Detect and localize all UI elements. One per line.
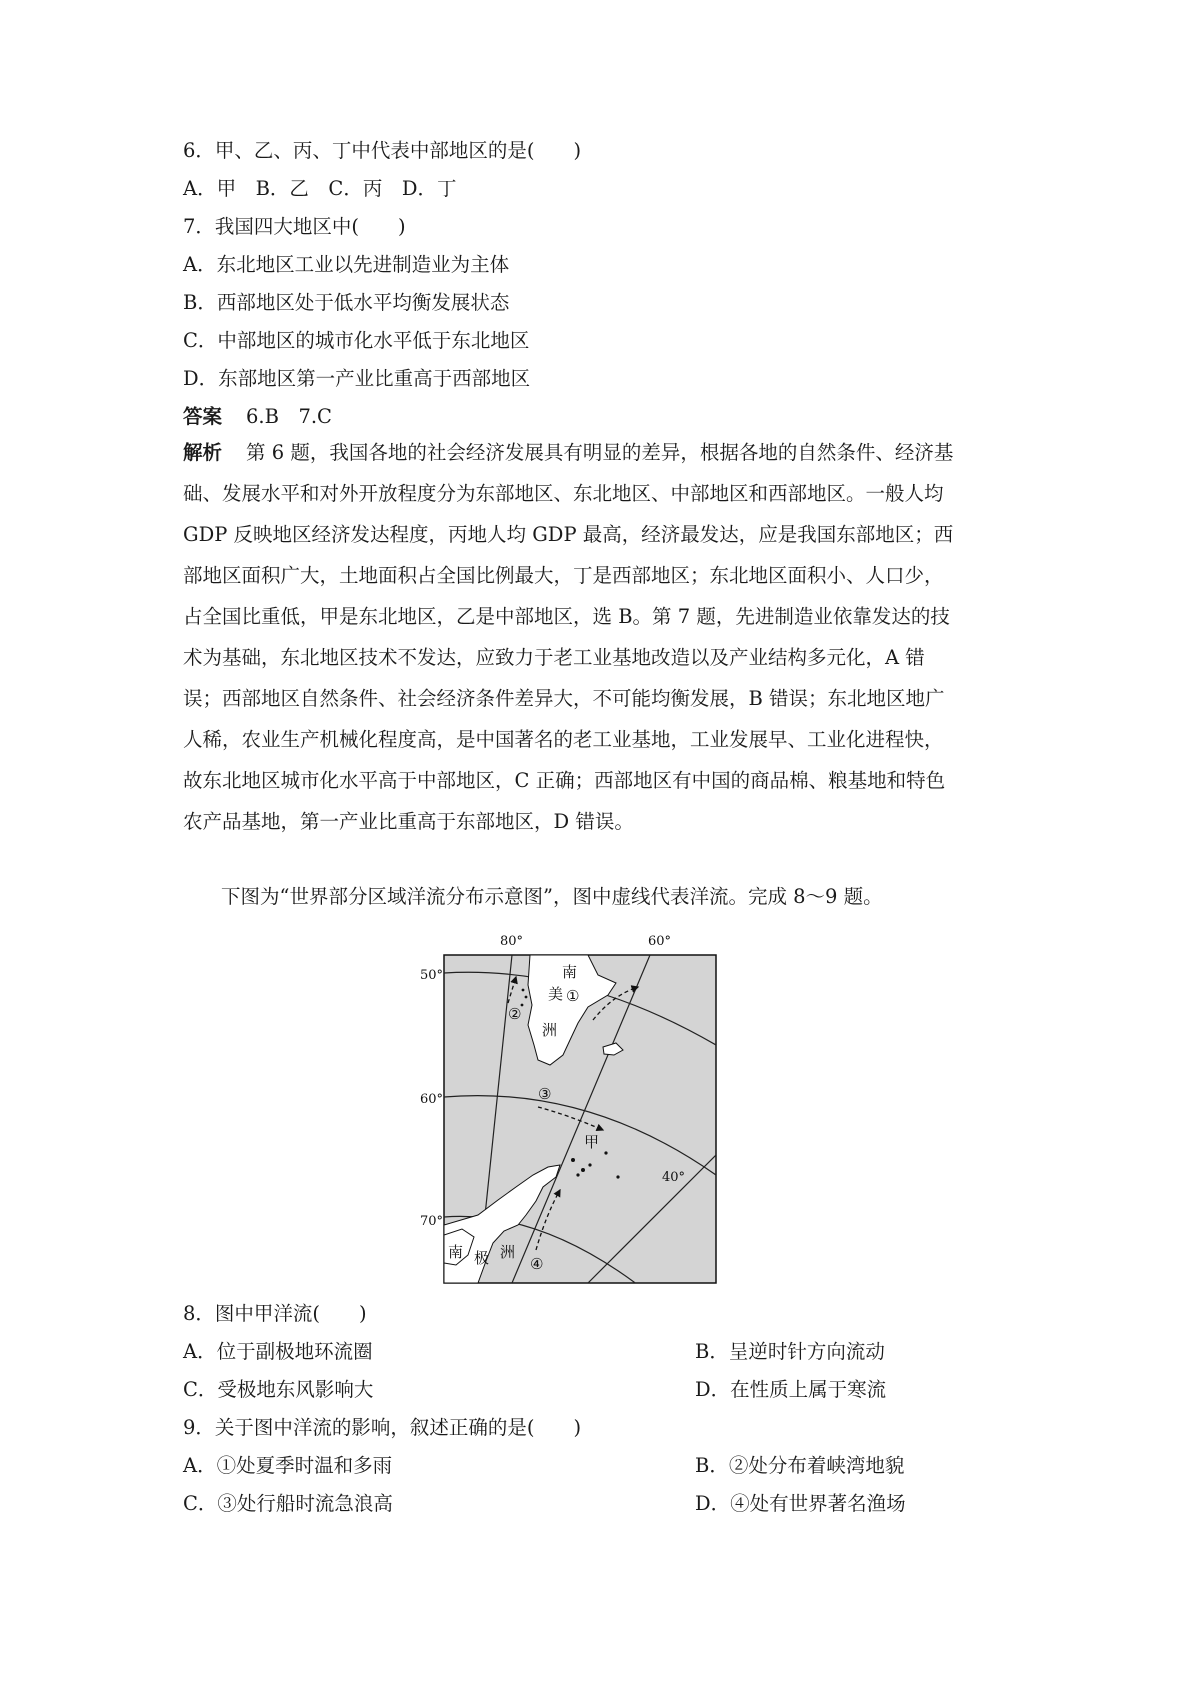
q6-options: A．甲 B．乙 C．丙 D．丁	[183, 177, 457, 200]
marker-1-label: ①	[566, 987, 580, 1005]
marker-3-label: ③	[538, 1085, 552, 1103]
analysis-line: 误；西部地区自然条件、社会经济条件差异大，不可能均衡发展，B 错误；东北地区地广	[183, 687, 945, 710]
q9-option-b: B．②处分布着峡湾地貌	[695, 1454, 905, 1477]
ocean-current-map	[420, 925, 730, 1285]
lon-60-label: 60°	[648, 934, 672, 949]
lat-70-label: 70°	[420, 1214, 444, 1229]
marker-2-label: ②	[508, 1005, 522, 1023]
analysis-line: 故东北地区城市化水平高于中部地区，C 正确；西部地区有中国的商品棉、粮基地和特色	[183, 769, 946, 792]
q7-stem: 7．我国四大地区中( )	[183, 215, 406, 238]
analysis-line: 术为基础，东北地区技术不发达，应致力于老工业基地改造以及产业结构多元化，A 错	[183, 646, 925, 669]
marker-jia-label: 甲	[584, 1133, 600, 1151]
analysis-line: 占全国比重低，甲是东北地区，乙是中部地区，选 B。第 7 题，先进制造业依靠发达的技	[183, 605, 950, 628]
south-america-char-1: 南	[562, 963, 578, 981]
q6-stem: 6．甲、乙、丙、丁中代表中部地区的是( )	[183, 139, 582, 162]
q8-options-row2	[183, 1378, 887, 1402]
analysis-line: 人稀，农业生产机械化程度高，是中国著名的老工业基地，工业发展早、工业化进程快，	[183, 728, 944, 751]
lat-50-label: 50°	[420, 968, 444, 983]
q8-option-d: D．在性质上属于寒流	[695, 1378, 887, 1401]
q9-option-d: D．④处有世界著名渔场	[695, 1492, 906, 1515]
q9-option-c: C．③处行船时流急浪高	[183, 1492, 393, 1515]
q7-option-c: C．中部地区的城市化水平低于东北地区	[183, 329, 530, 352]
q9-stem: 9．关于图中洋流的影响，叙述正确的是( )	[183, 1416, 582, 1439]
marker-4-label: ④	[530, 1255, 544, 1273]
antarctica-char-1: 南	[448, 1243, 464, 1261]
analysis-line: 部地区面积广大，土地面积占全国比例最大，丁是西部地区；东北地区面积小、人口少，	[183, 564, 944, 587]
q8-options-row1	[183, 1340, 885, 1364]
lat-60-label: 60°	[420, 1092, 444, 1107]
q9-option-a: A．①处夏季时温和多雨	[183, 1454, 393, 1477]
map-svg	[420, 925, 730, 1285]
analysis-line: GDP 反映地区经济发达程度，丙地人均 GDP 最高，经济最发达，应是我国东部地区；西	[183, 523, 954, 546]
q7-option-a: A．东北地区工业以先进制造业为主体	[183, 253, 510, 276]
lon-80-label: 80°	[500, 934, 524, 949]
answer-value: 6.B 7.C	[246, 405, 332, 428]
q8-option-c: C．受极地东风影响大	[183, 1378, 374, 1401]
map-intro: 下图为“世界部分区域洋流分布示意图”，图中虚线代表洋流。完成 8～9 题。	[221, 885, 883, 908]
q9-options-row2	[183, 1492, 906, 1516]
q7-option-d: D．东部地区第一产业比重高于西部地区	[183, 367, 531, 390]
lon-40-label: 40°	[662, 1170, 686, 1185]
answer-line	[183, 405, 332, 429]
q9-options-row1	[183, 1454, 905, 1478]
analysis-line: 础、发展水平和对外开放程度分为东部地区、东北地区、中部地区和西部地区。一般人均	[183, 482, 944, 505]
answer-label: 答案	[183, 405, 223, 428]
analysis-label: 解析	[183, 441, 223, 464]
antarctica-char-3: 洲	[500, 1243, 516, 1261]
south-america-char-2: 美	[548, 985, 564, 1003]
q8-option-a: A．位于副极地环流圈	[183, 1340, 373, 1363]
q8-stem: 8．图中甲洋流( )	[183, 1302, 367, 1325]
analysis-block	[183, 441, 1029, 851]
q8-option-b: B．呈逆时针方向流动	[695, 1340, 885, 1363]
analysis-line: 解析 第 6 题，我国各地的社会经济发展具有明显的差异，根据各地的自然条件、经济基	[183, 441, 954, 464]
south-america-char-3: 洲	[542, 1021, 558, 1039]
analysis-line: 农产品基地，第一产业比重高于东部地区，D 错误。	[183, 810, 634, 833]
q7-option-b: B．西部地区处于低水平均衡发展状态	[183, 291, 510, 314]
antarctica-char-2: 极	[474, 1249, 490, 1267]
